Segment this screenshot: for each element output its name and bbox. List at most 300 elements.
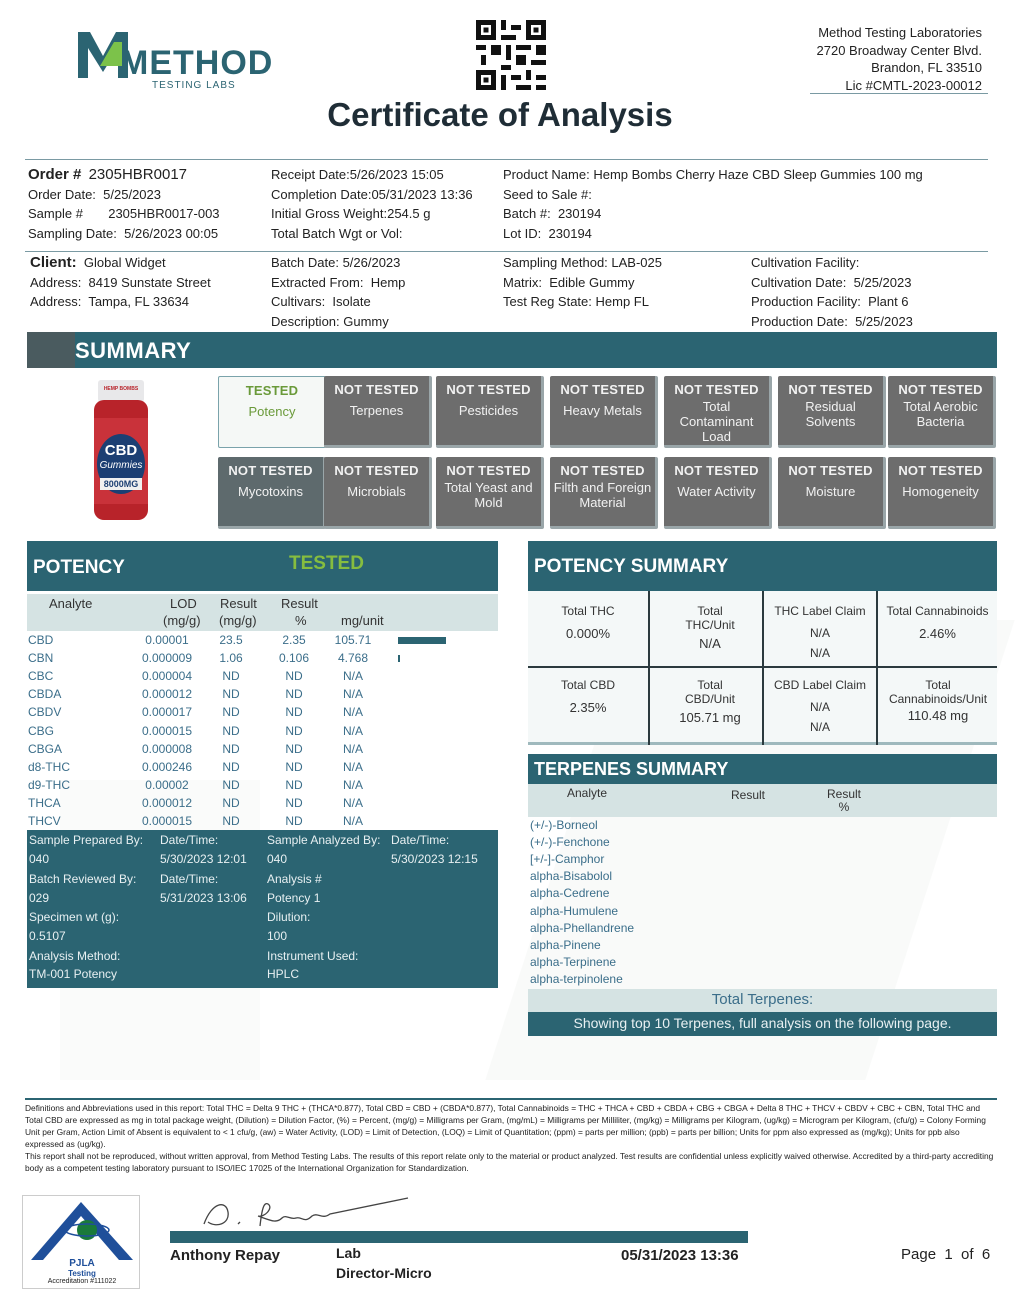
cbd-claim-label: CBD Label Claim [773,678,867,692]
cell-bar [374,649,498,667]
list-item: alpha-Pinene [530,937,601,952]
cell-result: ND [222,777,240,792]
cell-analyte: CBGA [28,741,63,756]
tile-status: NOT TESTED [334,463,419,478]
cell-bar [374,740,498,758]
batch-value: 230194 [557,206,602,222]
completion-label: Completion Date: [271,186,372,202]
thc-claim-b: N/A [809,646,830,660]
cultivation-facility-label: Cultivation Facility: [751,255,860,270]
header-rule [810,93,988,94]
receipt-info [271,165,473,243]
receipt-label: Receipt Date: [271,167,350,182]
signer-role2: Director-Micro [336,1265,432,1281]
cann-unit-label: Total Cannabinoids/Unit [888,678,988,706]
terp-col-result: Result [731,788,766,802]
table-row [28,703,498,721]
summary-tile-moisture [778,457,886,529]
terpenes-header [528,754,997,784]
sample-label: Sample # [28,206,83,222]
reviewed-value: 029 [29,891,50,905]
thc-unit-cell [678,604,742,651]
potency-table [28,631,498,830]
thc-unit-label: Total THC/Unit [685,604,735,632]
cell-pct: 0.106 [278,651,310,666]
description-value: Gummy [343,313,389,329]
summary-tile-terpenes [324,376,432,448]
cell-analyte: CBD [28,633,54,648]
cbd-unit-value: 105.71 mg [679,710,741,725]
cell-result: 1.06 [219,651,243,666]
list-item: (+/-)-Borneol [530,818,598,832]
product-image [86,378,156,524]
batch-date-label: Batch Date: [271,255,339,270]
tile-status: NOT TESTED [560,382,645,397]
pjla-accreditation: Accreditation #111022 [47,1278,117,1285]
potency-summary-title: POTENCY SUMMARY [534,556,729,577]
tile-status: NOT TESTED [788,382,873,397]
cell-bar [374,758,498,776]
table-row [28,812,498,830]
tile-status: NOT TESTED [674,463,759,478]
col-lod: LOD [170,596,197,611]
cell-lod: 0.000009 [141,651,193,666]
table-row [28,685,498,703]
table-row [28,758,498,776]
grid-line [648,591,650,745]
tile-status: TESTED [245,383,299,398]
matrix-label: Matrix: [503,274,542,290]
batch-weight-label: Total Batch Wgt or Vol: [271,225,403,241]
description-label: Description: [271,313,340,329]
cell-lod: 0.000246 [141,759,193,774]
analysis-value: Potency 1 [267,891,321,905]
summary-tile-pesticides [436,376,544,448]
cell-analyte: d9-THC [28,777,71,792]
summary-tile-water-activity [664,457,772,529]
list-item: [+/-]-Camphor [530,852,605,867]
summary-tile-potency [218,376,326,448]
matrix-info [503,253,662,312]
method-label: Analysis Method: [29,949,121,963]
sign-date: 05/31/2023 13:36 [621,1247,739,1264]
instrument-value: HPLC [267,967,300,981]
extracted-label: Extracted From: [271,274,364,290]
list-item: alpha-terpinolene [530,971,623,986]
order-rule [25,251,988,252]
product-info [503,165,923,243]
product-brand: CBD [104,442,138,459]
analyzed-dt-label: Date/Time: [391,833,450,847]
cbd-claim-a: N/A [809,700,830,714]
cell-bar [374,776,498,794]
tile-name: Total Aerobic Bacteria [903,399,978,429]
terpenes-total-label: Total Terpenes: [711,991,814,1008]
col-result: Result [220,596,257,611]
method-value: TM-001 Potency [29,967,118,981]
client-info [30,253,211,312]
cell-bar [374,721,498,739]
cell-mg: N/A [342,669,363,684]
summary-tile-residual-solvents [778,376,886,448]
table-row [28,776,498,794]
extracted-value: Hemp [370,274,406,290]
list-item: (+/-)-Fenchone [530,835,610,850]
cell-analyte: THCV [28,813,61,828]
client-address-label: Address: [30,274,82,290]
thc-claim-cell [764,604,876,660]
total-cann-cell [878,604,997,641]
table-row [28,740,498,758]
total-cann-label: Total Cannabinoids [886,604,989,618]
cann-unit-cell [888,678,988,723]
analyzed-value: 040 [267,852,288,866]
qr-code[interactable] [476,20,546,90]
gross-weight: 254.5 g [387,206,431,222]
analyzed-label: Sample Analyzed By: [267,833,381,847]
page-number: Page 1 of 6 [901,1246,991,1263]
cell-bar [374,667,498,685]
dilution-value: 100 [267,929,288,943]
sampling-method: LAB-025 [611,255,662,270]
tile-name: Mycotoxins [237,484,304,499]
specimen-value: 0.5107 [29,929,66,943]
tile-name: Heavy Metals [563,403,642,418]
cell-lod: 0.000012 [141,795,193,810]
total-thc-cell [528,604,648,641]
signer-role1: Lab [336,1245,361,1261]
result-bar [398,655,400,662]
cell-bar [374,631,498,649]
cultivation-date-label: Cultivation Date: [751,274,847,290]
summary-tile-microbials [324,457,432,529]
cell-result: ND [222,669,240,684]
total-thc-value: 0.000% [565,626,611,641]
cell-result: ND [222,723,240,738]
cell-result: ND [222,741,240,756]
cell-bar [374,794,498,812]
table-row [28,631,498,649]
tile-status: NOT TESTED [228,463,313,478]
title-rule [25,159,988,160]
order-value: 2305HBR0017 [88,166,188,183]
cell-bar [374,685,498,703]
client-address2-label: Address: [30,294,82,310]
cultivars-label: Cultivars: [271,294,326,310]
table-row [28,649,498,667]
reviewed-dt: 5/31/2023 13:06 [160,891,247,905]
footer-definitions: Definitions and Abbreviations used in this report: Total THC = Delta 9 THC + (THCA*0.877), Total CBD = CBD + (CBDA*0.877), Total Cannabinoids = THC + THCA + CBD + CBDA + CBG + CBGA + Delta 8 THC + THCV + CBDV + CBC + CBN, Total THC and Total CBD are expressed as mg in total package weight, (Dilution) = Dilution Factor, (%) = Percent, (mg/g) = Milligrams per Gram, (mg/mL) = Milligrams per Milliliter, (mg/kg) = Milligrams per Kilogram, (ug/kg) = Microgram per Kilogram, (cfu/g) = Colony Forming Unit per Gram, Action Limit of Absent is equivalent to < 1 cfu/g, (aw) = Water Activity, (LOD) = Limit of Detection, (LOQ) = Limit of Quantitation; (ppm) = parts per million; (ppb) = parts per billion; Units for ppm also expressed as (mg/kg); Units for ppb also expressed as (ug/kg). [25,1103,986,1149]
cell-mg: N/A [342,813,363,828]
lab-address-line2: Brandon, FL 33510 [871,60,982,75]
instrument-label: Instrument Used: [267,949,359,963]
lot-label: Lot ID: [503,225,542,241]
tile-name: Microbials [347,484,406,499]
total-thc-label: Total THC [561,604,615,618]
gross-weight-label: Initial Gross Weight: [271,206,388,222]
cell-pct: ND [285,723,303,738]
grid-line [528,666,997,668]
production-facility: Plant 6 [868,294,909,310]
cell-mg: N/A [342,741,363,756]
product-name: Hemp Bombs Cherry Haze CBD Sleep Gummies 100 mg [593,167,923,182]
tile-name: Total Yeast and Mold [444,480,533,510]
cell-mg: N/A [342,795,363,810]
summary-tile-mycotoxins [218,457,326,529]
cell-lod: 0.000015 [141,723,193,738]
signature-scribble-icon [198,1194,418,1234]
order-info [28,165,220,243]
signer-name: Anthony Repay [170,1247,281,1264]
prep-dt: 5/30/2023 12:01 [160,852,247,866]
prep-value: 040 [29,852,50,866]
tile-name: Water Activity [677,484,756,499]
cell-analyte: CBDV [28,705,62,720]
table-row [28,667,498,685]
table-row [28,794,498,812]
cell-mg: 4.768 [337,651,369,666]
seed-label: Seed to Sale #: [503,186,592,202]
list-item: alpha-Cedrene [530,886,610,901]
cell-pct: ND [285,813,303,828]
analysis-label: Analysis # [267,872,322,886]
summary-tile-homogeneity [888,457,996,529]
terp-col-analyte: Analyte [567,786,608,800]
cell-mg: N/A [342,723,363,738]
cell-bar [374,812,498,830]
cell-pct: ND [285,741,303,756]
result-bar [398,637,446,644]
list-item: alpha-Bisabolol [530,869,613,884]
signature [198,1194,418,1234]
cbd-claim-b: N/A [809,720,830,734]
cell-result: ND [222,813,240,828]
cell-pct: ND [285,669,303,684]
cell-analyte: CBN [28,651,54,666]
page-title: Certificate of Analysis [327,96,673,133]
summary-tile-total-aerobic-bacteria [888,376,996,448]
cell-mg: 105.71 [334,633,372,648]
cell-mg: N/A [342,777,363,792]
production-date: 5/25/2023 [855,313,913,329]
terpenes-note: Showing top 10 Terpenes, full analysis on the following page. [573,1015,952,1031]
batch-date: 5/26/2023 [342,255,401,270]
total-cbd-cell [528,678,648,715]
qr-code-icon [476,20,546,90]
pjla-name: PJLA [69,1258,95,1269]
reg-state-label: Test Reg State: [503,294,592,310]
order-label: Order # [28,166,82,183]
col-pct: Result [281,596,318,611]
tile-name: Pesticides [458,403,519,418]
tile-name: Residual Solvents [805,399,856,429]
tile-name: Homogeneity [902,484,979,499]
list-item: alpha-Phellandrene [530,920,635,935]
cell-pct: ND [285,705,303,720]
list-item: alpha-Humulene [530,903,619,918]
order-date-label: Order Date: [28,186,96,202]
logo-sub: TESTING LABS [152,80,236,91]
order-date: 5/25/2023 [103,186,161,202]
cultivation-date: 5/25/2023 [853,274,912,290]
production-facility-label: Production Facility: [751,294,861,310]
tile-status: NOT TESTED [674,382,759,397]
cell-pct: ND [285,777,303,792]
cell-mg: N/A [342,705,363,720]
tile-status: NOT TESTED [560,463,645,478]
tile-status: NOT TESTED [446,463,531,478]
product-strength: 8000MG [103,479,139,489]
pjla-triangle-icon [23,1196,141,1266]
sampling-method-label: Sampling Method: [503,255,608,270]
summary-tile-filth-and-foreign-material [550,457,658,529]
cell-analyte: d8-THC [28,759,71,774]
potency-details [27,830,498,988]
thc-claim-label: THC Label Claim [774,604,866,618]
lab-logo [76,26,274,94]
client-address2: Tampa, FL 33634 [88,294,190,310]
table-row [28,721,498,739]
pjla-sub: Testing [68,1269,96,1278]
batch-label: Batch #: [503,206,551,222]
product-label: Product Name: [503,167,590,182]
total-cbd-value: 2.35% [569,700,607,715]
col-analyte: Analyte [49,596,93,611]
tile-name: Filth and Foreign Material [553,480,652,510]
client-address1: 8419 Sunstate Street [88,274,211,290]
cann-unit-value: 110.48 mg [907,708,969,723]
footer-rule [25,1098,997,1100]
prep-dt-label: Date/Time: [160,833,219,847]
sampling-date-label: Sampling Date: [28,225,117,241]
lot-value: 230194 [548,225,592,241]
terp-col-pct: Result % [826,787,861,814]
cbd-unit-label: Total CBD/Unit [684,678,735,706]
cell-mg: N/A [342,687,363,702]
sampling-date: 5/26/2023 00:05 [124,225,219,241]
cell-analyte: CBC [28,669,54,684]
dilution-label: Dilution: [267,910,311,924]
cell-lod: 0.000017 [141,705,193,720]
tile-name: Potency [248,404,296,419]
completion-date: 05/31/2023 13:36 [371,186,473,202]
potency-summary-grid [528,591,997,745]
tile-status: NOT TESTED [788,463,873,478]
terpenes-title: TERPENES SUMMARY [534,759,729,779]
potency-col-band [27,594,498,631]
tile-status: NOT TESTED [334,382,419,397]
cell-pct: ND [285,759,303,774]
potency-header [27,541,498,591]
tile-status: NOT TESTED [898,463,983,478]
thc-unit-value: N/A [699,636,721,651]
receipt-date: 5/26/2023 15:05 [349,167,444,182]
col-lod-unit: (mg/g) [163,613,201,628]
facility-info [751,253,913,331]
cultivars-value: Isolate [332,294,371,310]
cell-analyte: CBG [28,723,55,738]
reviewed-label: Batch Reviewed By: [29,872,137,886]
lab-license: Lic #CMTL-2023-00012 [845,77,982,93]
lab-address-line1: 2720 Broadway Center Blvd. [816,42,982,58]
tile-name: Total Contaminant Load [679,399,754,444]
reviewed-dt-label: Date/Time: [160,872,219,886]
cell-lod: 0.00002 [145,777,189,792]
cell-result: ND [222,759,240,774]
total-cann-value: 2.46% [919,626,956,641]
cell-result: ND [222,705,240,720]
col-pct-unit: % [295,613,307,628]
col-mg: mg/unit [341,613,384,628]
signature-bar [170,1231,748,1243]
tile-status: NOT TESTED [898,382,983,397]
cell-pct: 2.35 [282,633,306,648]
cell-lod: 0.000004 [141,669,193,684]
summary-header [27,332,997,368]
cbd-unit-cell [678,678,742,725]
tile-name: Terpenes [349,403,404,418]
potency-status: TESTED [289,553,364,574]
summary-tile-total-yeast-and-mold [436,457,544,529]
cell-bar [374,703,498,721]
summary-title: SUMMARY [75,338,192,363]
batch-info [271,253,405,331]
potency-summary-header [528,541,997,591]
footer-text [25,1102,997,1174]
footer-disclaimer: This report shall not be reproduced, without written approval, from Method Testing Labs. The results of this report relate only to the material or product analyzed. Test results are confidential unless explicitly waived otherwise. Accredited by a third-party accrediting body as a competent testing laboratory pursuant to ISO/IEC 17025 of the International Organization for Standardization. [25,1151,994,1173]
logo-word: METHOD [120,44,274,82]
cell-mg: N/A [342,759,363,774]
summary-tile-heavy-metals [550,376,658,448]
lab-name: Method Testing Laboratories [818,25,982,40]
cell-result: ND [222,795,240,810]
client-label: Client: [30,254,77,271]
cell-lod: 0.000008 [141,741,193,756]
cell-lod: 0.000012 [141,687,193,702]
potency-title: POTENCY [33,557,125,578]
analyzed-dt: 5/30/2023 12:15 [391,852,478,866]
cell-result: ND [222,687,240,702]
tile-name: Moisture [805,484,856,499]
cell-lod: 0.000015 [141,813,193,828]
product-top-label: HEMP BOMBS [103,386,139,392]
list-item: alpha-Terpinene [530,954,617,969]
product-line: Gummies [99,460,143,471]
col-result-unit: (mg/g) [219,613,257,628]
cell-pct: ND [285,795,303,810]
reg-state: Hemp FL [595,294,649,310]
cell-analyte: THCA [28,795,61,810]
client-value: Global Widget [83,255,166,270]
terpenes-note-bar [528,1012,997,1036]
tile-status: NOT TESTED [446,382,531,397]
cell-result: 23.5 [219,633,243,648]
sample-value: 2305HBR0017-003 [108,206,220,222]
specimen-label: Specimen wt (g): [29,910,120,924]
matrix-value: Edible Gummy [549,274,635,290]
summary-tile-total-contaminant-load [664,376,772,448]
lab-address [817,24,982,94]
pjla-logo [22,1195,140,1289]
total-cbd-label: Total CBD [560,678,616,692]
thc-claim-a: N/A [809,626,830,640]
prep-label: Sample Prepared By: [29,833,144,847]
cell-lod: 0.00001 [145,633,189,648]
cell-analyte: CBDA [28,687,62,702]
production-date-label: Production Date: [751,313,848,329]
cell-pct: ND [285,687,303,702]
cbd-claim-cell [764,678,876,734]
